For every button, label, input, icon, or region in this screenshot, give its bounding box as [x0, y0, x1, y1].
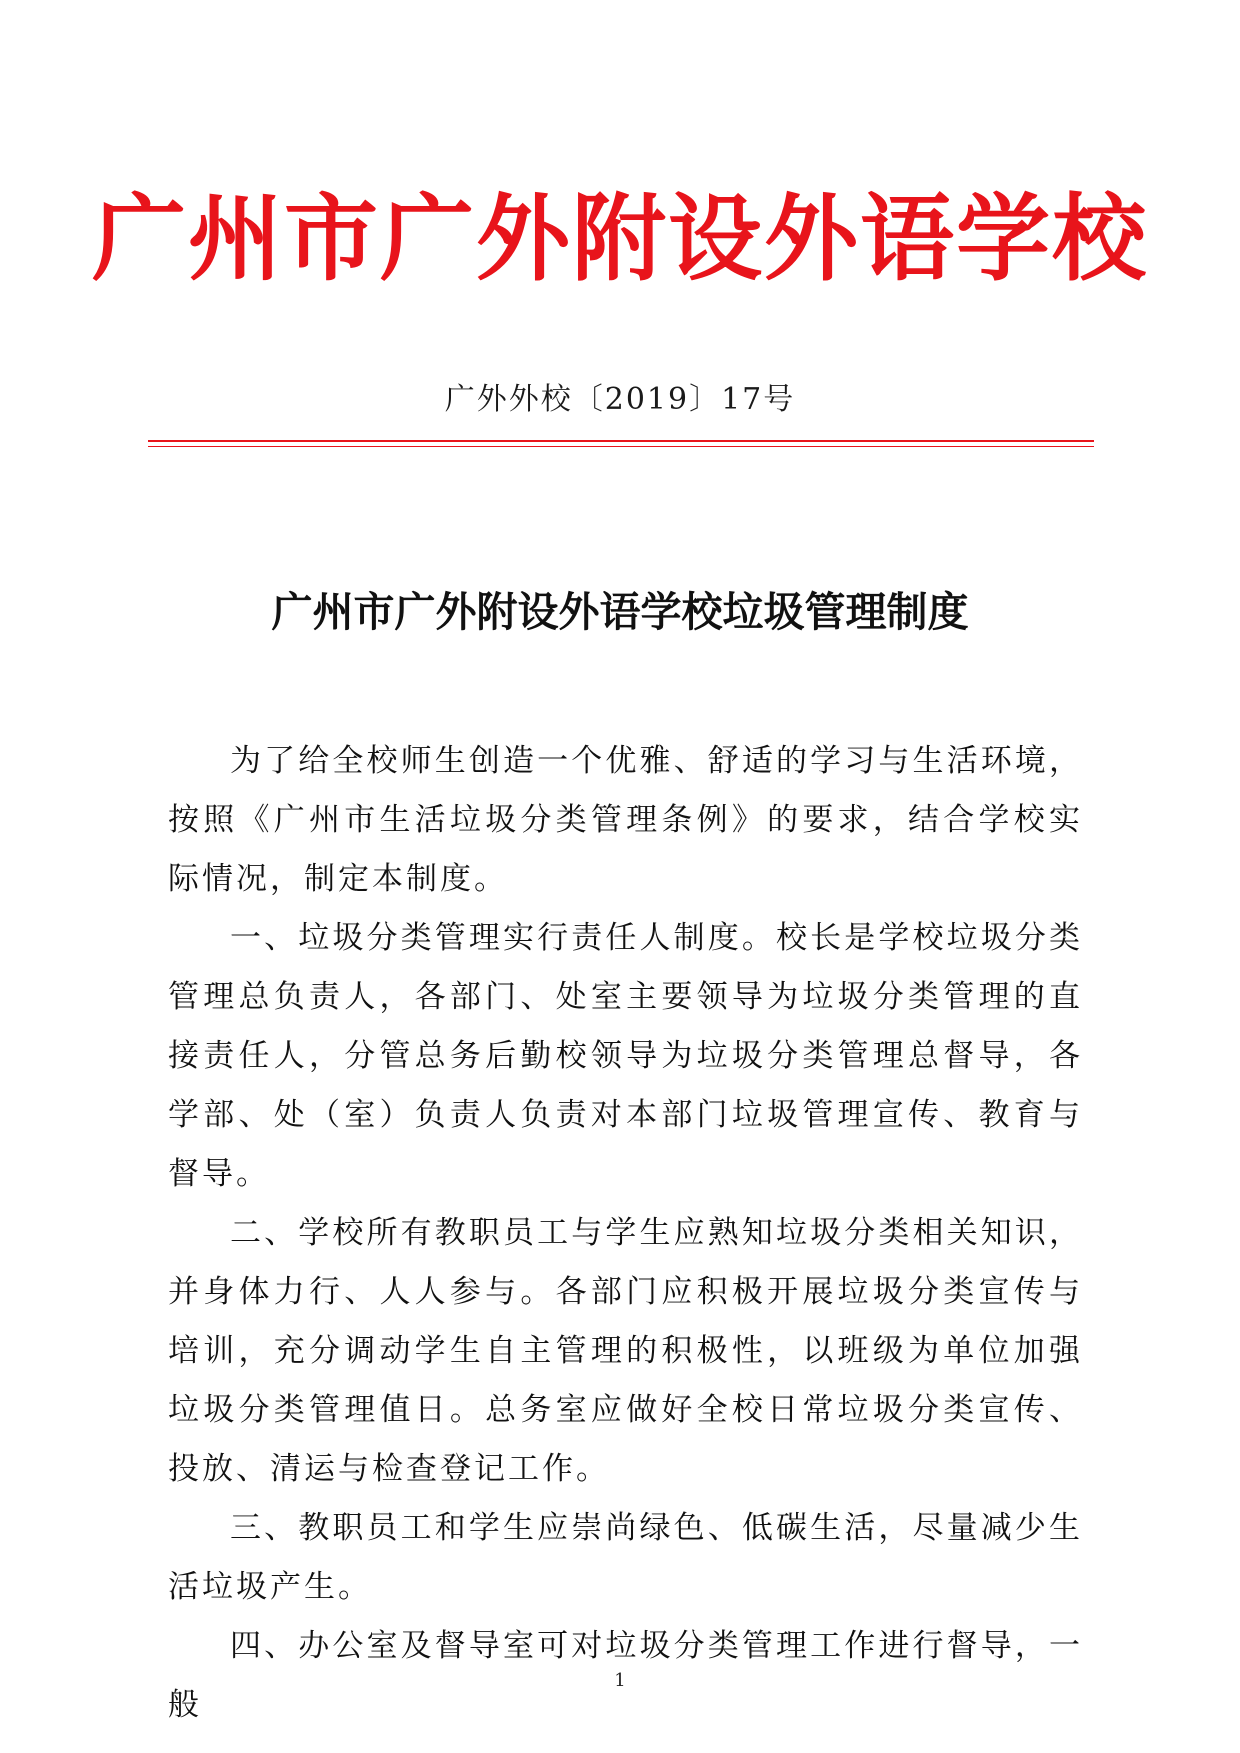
paragraph-article-2: 二、学校所有教职员工与学生应熟知垃圾分类相关知识，并身体力行、人人参与。各部门应积极开展垃圾分类宣传与培训，充分调动学生自主管理的积极性，以班级为单位加强垃圾分类管理值日。总务室应做好全校日常垃圾分类宣传、投放、清运与检查登记工作。 [168, 1215, 1083, 1487]
document-title: 广州市广外附设外语学校垃圾管理制度 [271, 588, 969, 636]
paragraph-article-1: 一、垃圾分类管理实行责任人制度。校长是学校垃圾分类管理总负责人，各部门、处室主要领导为垃圾分类管理的直接责任人，分管总务后勤校领导为垃圾分类管理总督导，各学部、处（室）负责人负责对本部门垃圾管理宣传、教育与督导。 [168, 920, 1083, 1192]
page-number: 1 [614, 1670, 626, 1691]
red-divider-line-thin [148, 446, 1094, 447]
paragraph-intro: 为了给全校师生创造一个优雅、舒适的学习与生活环境，按照《广州市生活垃圾分类管理条例》的要求，结合学校实际情况，制定本制度。 [168, 743, 1083, 897]
masthead-school-name: 广州市广外附设外语学校 [91, 184, 1148, 294]
red-divider-line [148, 440, 1094, 442]
paragraph-article-3: 三、教职员工和学生应崇尚绿色、低碳生活，尽量减少生活垃圾产生。 [168, 1510, 1083, 1605]
document-body [168, 732, 1083, 1735]
document-number: 广外外校〔2019〕17号 [444, 382, 796, 417]
paragraph-article-4: 四、办公室及督导室可对垃圾分类管理工作进行督导，一般 [168, 1628, 1083, 1723]
